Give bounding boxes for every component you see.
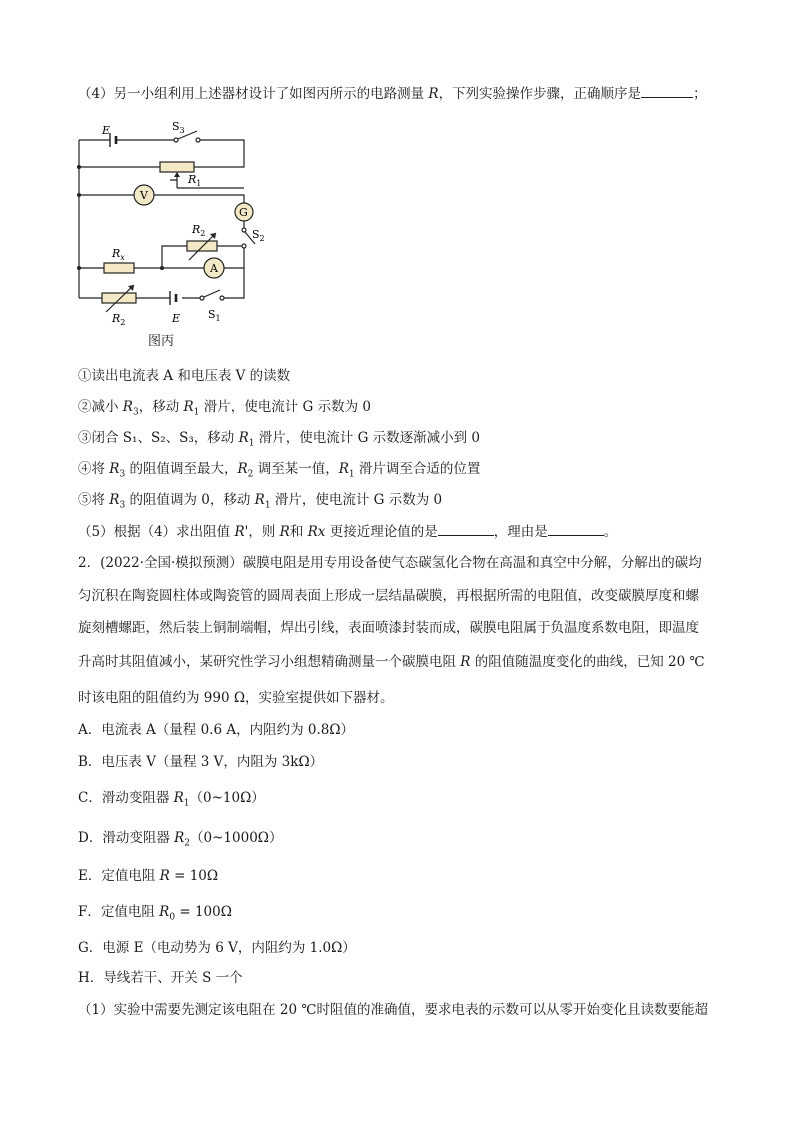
step-5: ⑤将 $R_3$ 的阻值调为 0，移动 $R_1$ 滑片，使电流计 G 示数为 0 bbox=[78, 492, 443, 511]
answer-blank-closer[interactable] bbox=[438, 523, 494, 536]
option-C: C．滑动变阻器 $R_1(0\sim 10\Omega)$ bbox=[78, 790, 265, 809]
figure-caption: 图丙 bbox=[148, 334, 175, 349]
label-E-top: E bbox=[102, 124, 111, 137]
label-S2: $S_2$ bbox=[252, 228, 265, 243]
label-S1: $S_1$ bbox=[208, 308, 221, 323]
q2-part1: （1）实验中需要先测定该电阻在 20 ℃时阻值的准确值，要求电表的示数可以从零开始变化且读数要能超 bbox=[78, 1002, 708, 1018]
answer-blank-reason[interactable] bbox=[548, 523, 604, 536]
q2-intro-line-4: 升高时其阻值减小，某研究性学习小组想精确测量一个碳膜电阻 R 的阻值随温度变化的曲线，已知 20 ℃ bbox=[78, 654, 705, 670]
q1-part5: （5）根据（4）求出阻值 R'，则 R和 Rx 更接近理论值的是 ，理由是 。 bbox=[78, 524, 618, 540]
label-A: A bbox=[210, 262, 218, 275]
step-4: ④将 $R_3$ 的阻值调至最大，$R_2$ 调至某一值，$R_1$ 滑片调至合适的位置 bbox=[78, 461, 481, 480]
option-H: H．导线若干、开关 S 一个 bbox=[78, 970, 243, 986]
option-G: G．电源 E（电动势为 6 V，内阻约为 1.0Ω） bbox=[78, 940, 356, 956]
label-Rx: $R_x$ bbox=[112, 247, 125, 262]
label-R1: $R_1$ bbox=[188, 173, 202, 188]
circuit-diagram bbox=[74, 120, 264, 330]
option-D: D．滑动变阻器 $R_2(0\sim 1000\Omega)$ bbox=[78, 830, 283, 849]
label-R2-bottom: $R_2$ bbox=[112, 312, 126, 327]
q2-intro-line-1: 2．(2022·全国·模拟预测）碳膜电阻是用专用设备使气态碳氢化合物在高温和真空中分解，分解出的碳均 bbox=[78, 555, 702, 571]
step-2: ②减小 $R_3$，移动 $R_1$ 滑片，使电流计 G 示数为 0 bbox=[78, 399, 371, 418]
step-3: ③闭合 S₁、S₂、S₃，移动 $R_1$ 滑片，使电流计 G 示数逐渐减小到 0 bbox=[78, 430, 481, 449]
label-G: G bbox=[239, 206, 248, 219]
option-E: E．定值电阻 R = 10Ω bbox=[78, 868, 219, 884]
label-E-bottom: E bbox=[172, 312, 181, 325]
answer-blank-order[interactable] bbox=[641, 85, 693, 98]
q2-intro-line-2: 匀沉积在陶瓷圆柱体或陶瓷管的圆周表面上形成一层结晶碳膜，再根据所需的电阻值，改变碳膜厚度和螺 bbox=[78, 588, 699, 604]
option-F: F．定值电阻 $R_0 = 100\Omega$ bbox=[78, 904, 232, 923]
q2-intro-line-3: 旋刻槽螺距，然后装上铜制端帽，焊出引线，表面喷漆封装而成，碳膜电阻属于负温度系数电阻，即温度 bbox=[78, 620, 699, 636]
label-V: V bbox=[140, 189, 148, 202]
label-S3: $S_3$ bbox=[172, 120, 185, 135]
option-A: A．电流表 A（量程 0.6 A，内阻约为 0.8Ω） bbox=[78, 722, 355, 738]
q1-part4-prompt: （4）另一小组利用上述器材设计了如图丙所示的电路测量 R，下列实验操作步骤，正确顺序是 ； bbox=[78, 86, 707, 102]
step-1: ①读出电流表 A 和电压表 V 的读数 bbox=[78, 368, 291, 384]
q2-intro-line-5: 时该电阻的阻值约为 990 Ω，实验室提供如下器材。 bbox=[78, 690, 394, 706]
label-R2-top: $R_2$ bbox=[192, 223, 206, 238]
option-B: B．电压表 V（量程 3 V，内阻为 3kΩ） bbox=[78, 754, 324, 770]
